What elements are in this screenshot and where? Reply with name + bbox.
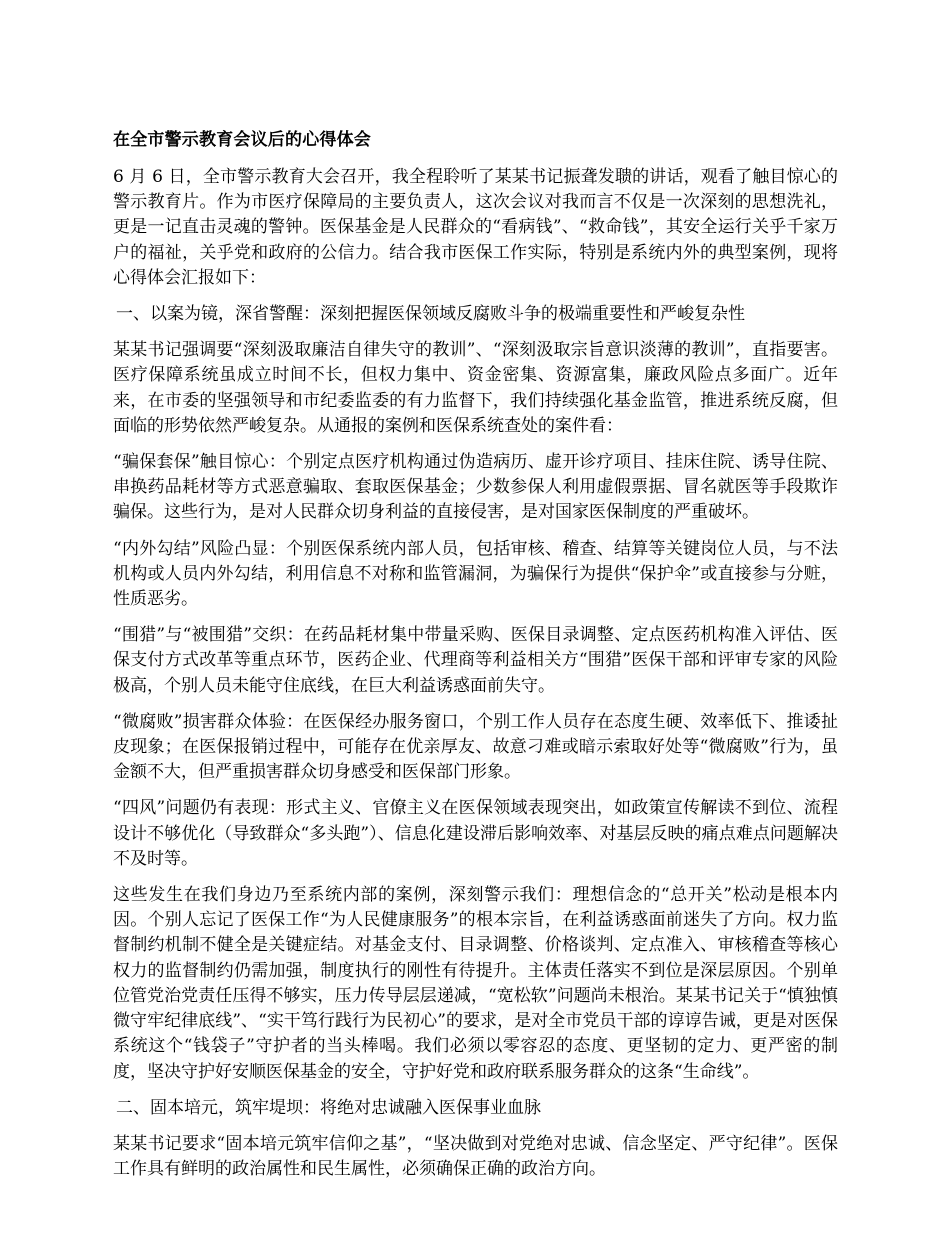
case-paragraph-collusion: “内外勾结”风险凸显：个别医保系统内部人员，包括审核、稽查、结算等关键岗位人员，与不法机构或人员内外勾结，利用信息不对称和监管漏洞，为骗保行为提供“保护伞”或直接参与分赃，性质恶劣。 — [113, 538, 838, 610]
case-paragraph-four-winds: “四风”问题仍有表现：形式主义、官僚主义在医保领域表现突出，如政策宣传解读不到位、流程设计不够优化（导致群众“多头跑”）、信息化建设滞后影响效率、对基层反映的痛点难点问题解决不及时等。 — [113, 798, 838, 869]
document-body — [113, 165, 838, 1182]
section-heading-one: 一、以案为镜，深省警醒：深刻把握医保领域反腐败斗争的极端重要性和严峻复杂性 — [116, 304, 745, 325]
reflection-paragraph: 这些发生在我们身边乃至系统内部的案例，深刻警示我们：理想信念的“总开关”松动是根本内因。个别人忘记了医保工作“为人民健康服务”的根本宗旨，在利益诱惑面前迷失了方向。权力监督制约机制不健全是关键症结。对基金支付、目录调整、价格谈判、定点准入、审核稽查等核心权力的监督制约仍需加强，制度执行的刚性有待提升。主体责任落实不到位是深层原因。个别单位管党治党责任压得不够实，压力传导层层递减，“宽松软”问题尚未根治。某某书记关于“慎独慎微守牢纪律底线”、“实干笃行践行为民初心”的要求，是对全市党员干部的谆谆告诫，更是对医保系统这个“钱袋子”守护者的当头棒喝。我们必须以零容忍的态度、更坚韧的定力、更严密的制度，坚决守护好安顺医保基金的安全，守护好党和政府联系服务群众的这条“生命线”。 — [113, 885, 838, 1082]
section-one-lead-paragraph: 某某书记强调要“深刻汲取廉洁自律失守的教训”、“深刻汲取宗旨意识淡薄的教训”，直指要害。医疗保障系统虽成立时间不长，但权力集中、资金密集、资源富集，廉政风险点多面广。近年来，在市委的坚强领导和市纪委监委的有力监督下，我们持续强化基金监管，推进系统反腐，但面临的形势依然严峻复杂。从通报的案例和医保系统查处的案件看： — [113, 340, 838, 436]
case-paragraph-fraud: “骗保套保”触目惊心：个别定点医疗机构通过伪造病历、虚开诊疗项目、挂床住院、诱导住院、串换药品耗材等方式恶意骗取、套取医保基金；少数参保人利用虚假票据、冒名就医等手段欺诈骗保。这些行为，是对人民群众切身利益的直接侵害，是对国家医保制度的严重破坏。 — [113, 452, 838, 523]
case-paragraph-micro-corruption: “微腐败”损害群众体验：在医保经办服务窗口，个别工作人员存在态度生硬、效率低下、推诿扯皮现象；在医保报销过程中，可能存在优亲厚友、故意刁难或暗示索取好处等“微腐败”行为，虽金额不大，但严重损害群众切身感受和医保部门形象。 — [113, 711, 838, 783]
section-two-lead-paragraph: 某某书记要求“固本培元筑牢信仰之基”，“坚决做到对党绝对忠诚、信念坚定、严守纪律”。医保工作具有鲜明的政治属性和民生属性，必须确保正确的政治方向。 — [113, 1133, 838, 1180]
intro-paragraph: 6 月 6 日，全市警示教育大会召开，我全程聆听了某某书记振聋发聩的讲话，观看了触目惊心的警示教育片。作为市医疗保障局的主要负责人，这次会议对我而言不仅是一次深刻的思想洗礼，更是一记直击灵魂的警钟。医保基金是人民群众的“看病钱”、“救命钱”，其安全运行关乎千家万户的福祉，关乎党和政府的公信力。结合我市医保工作实际，特别是系统内外的典型案例，现将心得体会汇报如下： — [113, 167, 838, 288]
page-title: 在全市警示教育会议后的心得体会 — [113, 130, 371, 150]
section-heading-two: 二、固本培元，筑牢堤坝：将绝对忠诚融入医保事业血脉 — [116, 1097, 541, 1118]
case-paragraph-hunting: “围猎”与“被围猎”交织：在药品耗材集中带量采购、医保目录调整、定点医药机构准入评估、医保支付方式改革等重点环节，医药企业、代理商等利益相关方“围猎”医保干部和评审专家的风险极高，个别人员未能守住底线，在巨大利益诱惑面前失守。 — [113, 625, 838, 696]
